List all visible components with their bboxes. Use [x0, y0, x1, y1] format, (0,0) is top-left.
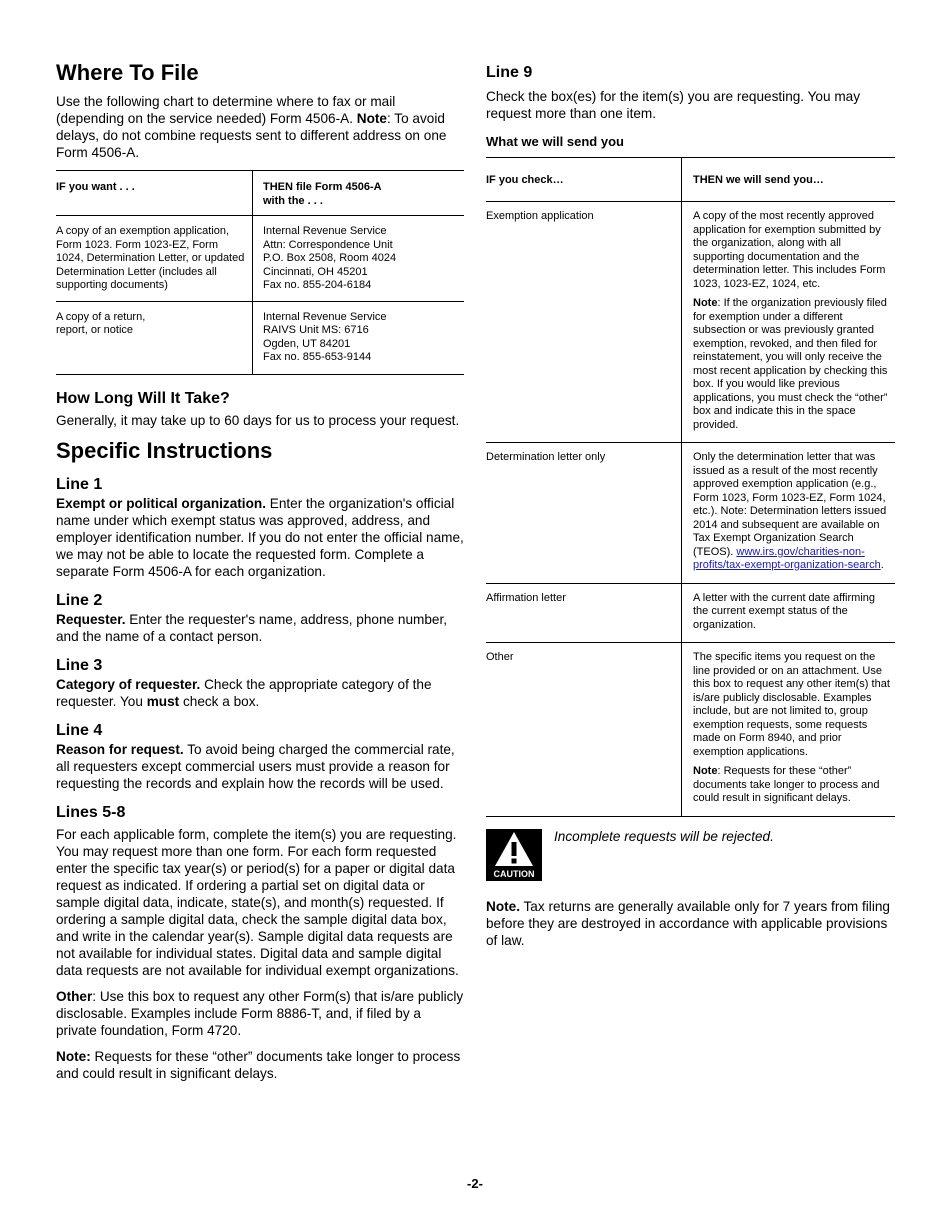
- table-row: [486, 583, 895, 643]
- table-row: [486, 443, 895, 584]
- exemption-description: A copy of the most recently approved application for exemption submitted by the organization, along with all supporting documentation and the determination letter. This includes Form 1023, 1023-EZ, 1024, etc. Note: If the organization previously filed for exemption under a different subsection or was previously granted exemption, revoked, and then filed for reinstatement, you will only receive the most recent application by checking this box. If you would like previous applications, you must check the “other” box and indicate this in the space provided.: [682, 202, 896, 443]
- left-column: [56, 60, 464, 1082]
- determination-description: Only the determination letter that was issued as a result of the most recently approved exemption application (e.g., Form 1023, Form 1023-EZ, Form 1024, etc.). Note: Determination letters issued 2014 and subsequent are available on Tax Exempt Organization Search (TEOS). www.irs.gov/charities-non-profits/tax-exempt-organization-search.: [682, 443, 896, 584]
- address-cell: Internal Revenue Service Attn: Correspondence Unit P.O. Box 2508, Room 4024 Cincinnati, OH 45201 Fax no. 855-204-6184: [253, 216, 465, 302]
- line9-heading: Line 9: [486, 64, 533, 81]
- how-long-heading: How Long Will It Take?: [56, 389, 230, 407]
- table-header-row: [486, 158, 895, 202]
- line1-heading: Line 1: [56, 475, 103, 493]
- want-cell: A copy of a return, report, or notice: [56, 310, 146, 336]
- note-text: Note: Requests for these “other” documents take longer to process and could result in significant delays.: [56, 1048, 461, 1081]
- table-header-row: [56, 171, 464, 216]
- other-label: Other: [486, 651, 514, 663]
- col-if-you-want: IF you want . . .: [56, 171, 253, 216]
- caution-text: Incomplete requests will be rejected.: [554, 828, 774, 844]
- svg-text:CAUTION: CAUTION: [493, 868, 535, 879]
- where-to-file-heading: Where To File: [56, 60, 199, 85]
- determination-label: Determination letter only: [486, 443, 682, 584]
- other-note: Note: Requests for these “other” documents take longer to process and could result in significant delays.: [693, 765, 880, 804]
- send-table-title: What we will send you: [486, 134, 624, 149]
- affirmation-label: Affirmation letter: [486, 583, 682, 643]
- col-then-we-send: THEN we will send you…: [682, 158, 896, 202]
- col-then-file: THEN file Form 4506-A with the . . .: [253, 171, 465, 216]
- table-row: [56, 301, 464, 374]
- caution-block: [486, 829, 895, 881]
- address-cell: Internal Revenue Service RAIVS Unit MS: 6716 Ogden, UT 84201 Fax no. 855-653-9144: [253, 301, 465, 374]
- where-to-file-intro: Use the following chart to determine where to fax or mail (depending on the service needed) Form 4506-A. Note: To avoid delays, do not combine requests sent to different address on one Form 4506-A.: [56, 94, 447, 160]
- line2-text: Requester. Enter the requester's name, address, phone number, and the name of a contact person.: [56, 611, 447, 644]
- exemption-note: Note: If the organization previously filed for exemption under a different subsection or was previously granted exemption, revoked, and then filed for reinstatement, you will only receive the most recent application by checking this box. If you would like previous applications, you must check the “other” box and indicate this in the space provided.: [693, 297, 888, 431]
- final-note: Note. Tax returns are generally available only for 7 years from filing before they are destroyed in accordance with applicable provisions of law.: [486, 898, 890, 948]
- line3-text: Category of requester. Check the appropriate category of the requester. You must check a box.: [56, 676, 432, 709]
- line3-heading: Line 3: [56, 656, 103, 674]
- col-if-you-check: IF you check…: [486, 158, 682, 202]
- affirmation-description: A letter with the current date affirming the current exempt status of the organization.: [682, 583, 896, 643]
- specific-instructions-heading: Specific Instructions: [56, 437, 273, 463]
- caution-icon: [486, 829, 542, 881]
- teos-link[interactable]: www.irs.gov/charities-non-profits/tax-exempt-organization-search: [693, 545, 881, 571]
- exemption-label: Exemption application: [486, 202, 682, 443]
- line1-text: Exempt or political organization. Enter the organization's official name under which exempt status was approved, address, and employer identification number. If you do not enter the official name, we may not be able to locate the requested form. Complete a separate Form 4506-A for each organization.: [56, 495, 464, 579]
- what-we-send-table: [486, 157, 895, 817]
- want-cell: A copy of an exemption application, Form 1023. Form 1023-EZ, Form 1024, Determination Letter, or updated Determination Letter (includes all supporting documents): [56, 216, 253, 302]
- line2-heading: Line 2: [56, 591, 103, 609]
- line9-text: Check the box(es) for the item(s) you are requesting. You may request more than one item.: [486, 89, 861, 121]
- table-row: [56, 216, 464, 302]
- other-text: Other: Use this box to request any other Form(s) that is/are publicly disclosable. Examples include Form 8886-T, and, if filed by a private foundation, Form 4720.: [56, 988, 464, 1038]
- how-long-text: Generally, it may take up to 60 days for us to process your request.: [56, 412, 460, 428]
- right-column: [486, 63, 895, 949]
- lines5-8-heading: Lines 5-8: [56, 803, 126, 821]
- table-row: [486, 202, 895, 443]
- line4-heading: Line 4: [56, 721, 103, 739]
- lines5-8-text: For each applicable form, complete the item(s) you are requesting. You may request more than one form. For each form requested enter the specific tax year(s) or period(s) for a paper or digital data request as indicated. If ordering a partial set on digital data or sample digital data, indicate, state(s), and month(s) requested. If ordering a sample digital data, check the sample digital data box, and write in the calendar year(s). Sample digital data requests are not available for individual states. Digital data and sample digital data requests are not available for individual exempt organizations.: [56, 826, 459, 978]
- other-description: The specific items you request on the line provided or on an attachment. Use this box to request any other item(s) that is/are publicly disclosable. Examples include, but are not limited to, group exemption requests, some requests made on Form 8940, and prior exemption applications. Note: Requests for these “other” documents take longer to process and could result in significant delays.: [682, 643, 896, 817]
- line4-text: Reason for request. To avoid being charged the commercial rate, all requesters except commercial users must provide a reason for requesting the records and explain how the records will be used.: [56, 741, 455, 791]
- where-to-file-table: [56, 170, 464, 375]
- page-number: -2-: [467, 1176, 483, 1191]
- table-row: [486, 643, 895, 817]
